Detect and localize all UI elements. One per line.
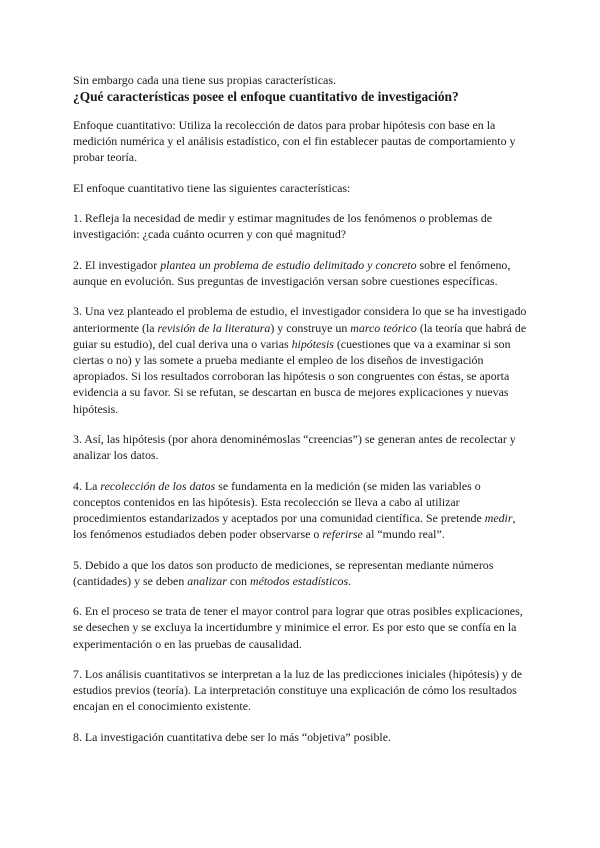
emphasis: recolección de los datos (100, 478, 216, 493)
item-3b: 3. Así, las hipótesis (por ahora denominémoslas “creencias”) se generan antes de recolectar y analizar los datos. (73, 431, 516, 463)
section-heading: ¿Qué características posee el enfoque cuantitativo de investigación? (73, 89, 459, 104)
emphasis: referirse (322, 527, 363, 542)
definition-paragraph: Enfoque cuantitativo: Utiliza la recolección de datos para probar hipótesis con base en la medición numérica y el análisis estadístico, con el fin establecer pautas de comportamiento y probar teoría. (73, 118, 516, 165)
item-1: 1. Refleja la necesidad de medir y estimar magnitudes de los fenómenos o problemas de investigación: ¿cada cuánto ocurren y con qué magnitud? (73, 211, 493, 242)
emphasis: revisión de la literatura (157, 320, 271, 335)
emphasis: analizar (187, 573, 227, 588)
emphasis: métodos estadísticos (250, 573, 349, 588)
emphasis: plantea un problema de estudio delimitado y concreto (160, 257, 417, 272)
item-3: 3. Una vez planteado el problema de estudio, el investigador considera lo que se ha investigado anteriormente (la revisión de la literatura) y construye un marco teórico (la teoría que habrá de guiar su estudio), del cual deriva una o varias hipótesis (cuestiones que va a examinar si son ciertas o no) y las somete a prueba mediante el empleo de los diseños de investigación apropiados. Si los resultados corroboran las hipótesis o son congruentes con éstas, se aporta evidencia a su favor. Si se refutan, se descartan en busca de mejores explicaciones y nuevas hipótesis. (73, 304, 527, 416)
list-intro: El enfoque cuantitativo tiene las siguientes características: (73, 180, 351, 195)
item-2: 2. El investigador plantea un problema de estudio delimitado y concreto sobre el fenómeno, aunque en evolución. Sus preguntas de investigación versan sobre cuestiones específicas. (73, 257, 511, 288)
intro-text: Sin embargo cada una tiene sus propias características. (73, 73, 337, 87)
item-6: 6. En el proceso se trata de tener el mayor control para lograr que otras posibles explicaciones, se desechen y se excluya la incertidumbre y minimice el error. Es por esto que se confía en la experimentación o en las pruebas de causalidad. (73, 604, 523, 651)
emphasis: hipótesis (291, 336, 334, 351)
emphasis: marco teórico (350, 320, 417, 335)
item-8: 8. La investigación cuantitativa debe ser lo más “objetiva” posible. (73, 729, 391, 744)
item-7: 7. Los análisis cuantitativos se interpretan a la luz de las predicciones iniciales (hipótesis) y de estudios previos (teoría). La interpretación constituye una explicación de cómo los resultados encajan en el conocimiento existente. (73, 666, 523, 714)
emphasis: medir (484, 510, 513, 525)
item-4: 4. La recolección de los datos se fundamenta en la medición (se miden las variables o conceptos contenidos en las hipótesis). Esta recolección se lleva a cabo al utilizar procedimientos estandarizados y aceptados por una comunidad científica. Se pretende medir, los fenómenos estudiados deben poder observarse o referirse al “mundo real”. (73, 478, 516, 542)
item-5: 5. Debido a que los datos son producto de mediciones, se representan mediante números (cantidades) y se deben analizar con métodos estadísticos. (73, 557, 494, 588)
